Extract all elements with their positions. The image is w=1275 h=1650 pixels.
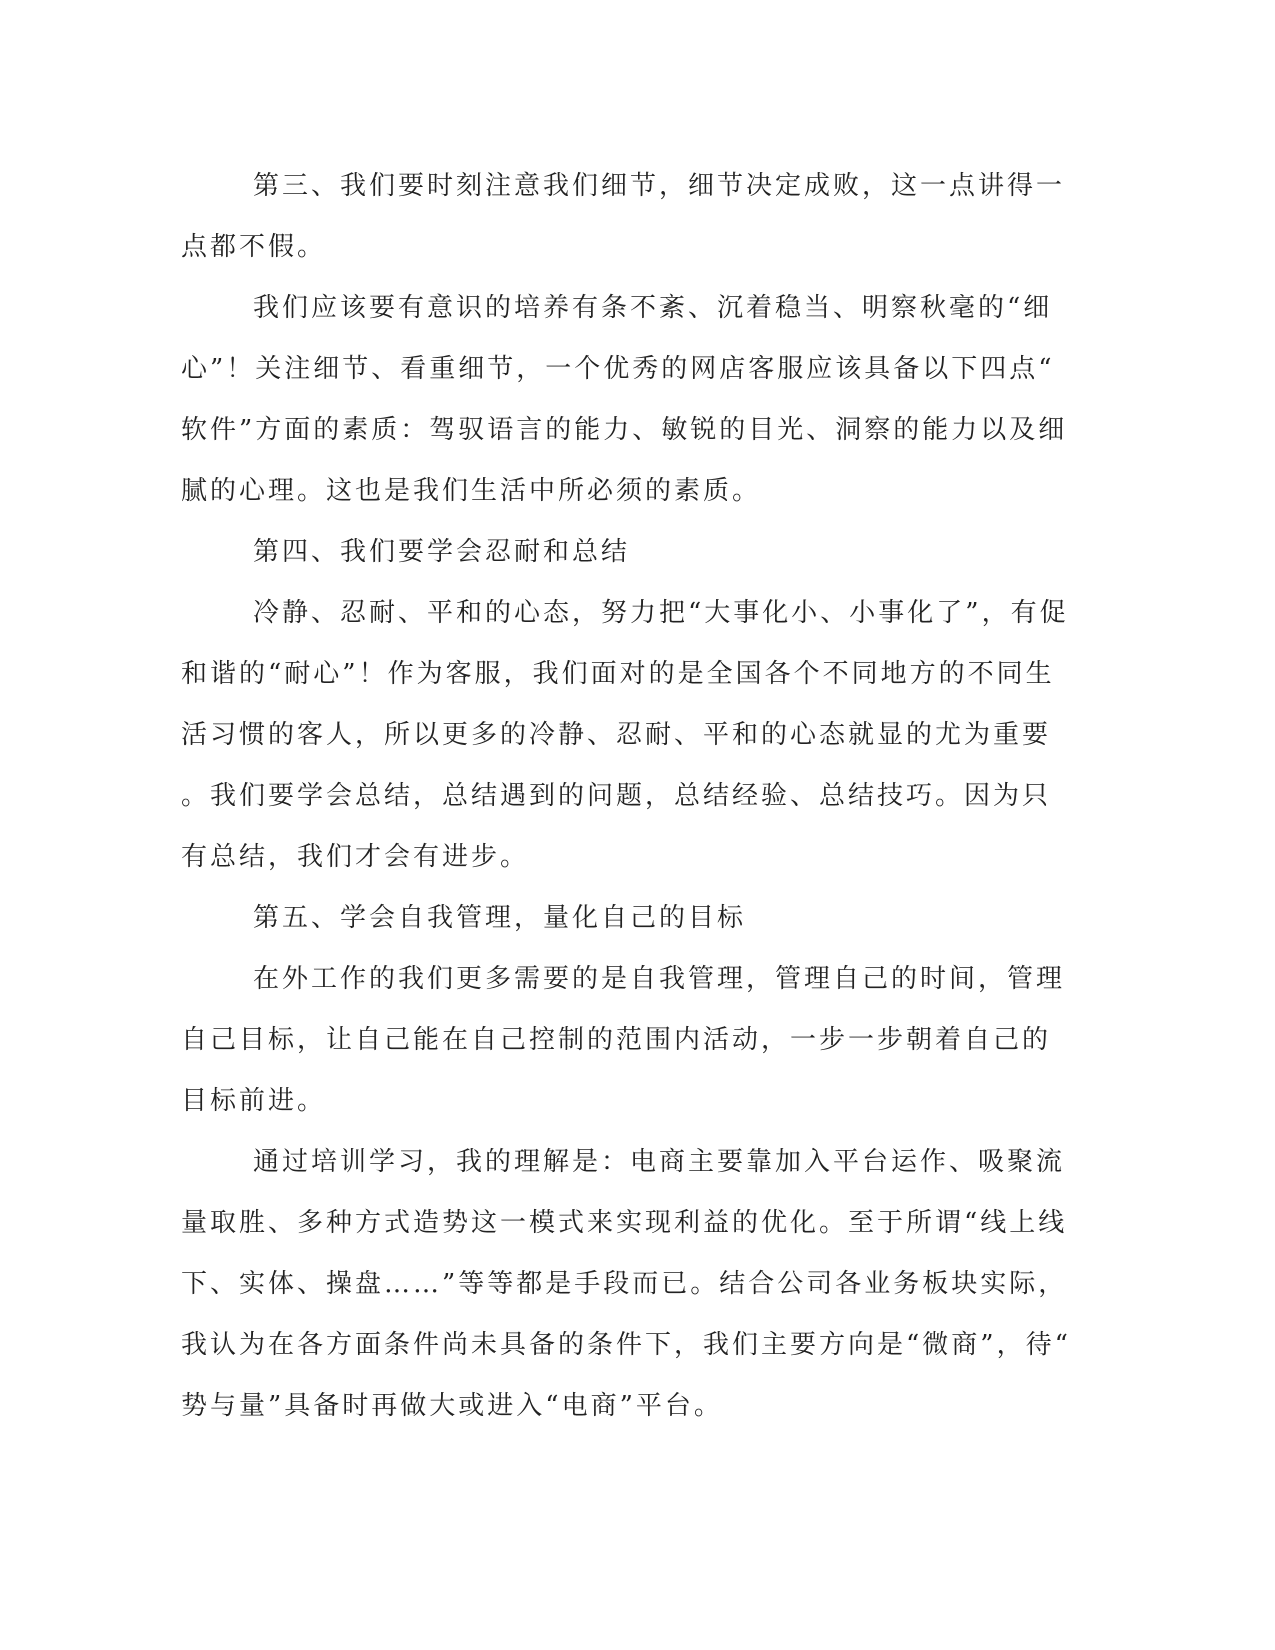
paragraph-line: 在外工作的我们更多需要的是自我管理，管理自己的时间，管理 [253, 964, 1066, 994]
paragraph-line: 腻的心理。这也是我们生活中所必须的素质。 [181, 476, 762, 506]
section-heading: 第四、我们要学会忍耐和总结 [253, 537, 631, 567]
paragraph-line: 。我们要学会总结，总结遇到的问题，总结经验、总结技巧。因为只 [181, 781, 1052, 811]
paragraph-line: 自己目标，让自己能在自己控制的范围内活动，一步一步朝着自己的 [181, 1025, 1052, 1055]
paragraph-line: 点都不假。 [181, 232, 327, 262]
paragraph-line: 和谐的“耐心”！作为客服，我们面对的是全国各个不同地方的不同生 [181, 659, 1055, 689]
paragraph-line: 量取胜、多种方式造势这一模式来实现利益的优化。至于所谓“线上线 [181, 1208, 1068, 1238]
paragraph-line: 我们应该要有意识的培养有条不紊、沉着稳当、明察秋毫的“细 [253, 293, 1053, 323]
paragraph-line: 心”！关注细节、看重细节，一个优秀的网店客服应该具备以下四点“ [181, 354, 1055, 384]
paragraph-line: 软件”方面的素质：驾驭语言的能力、敏锐的目光、洞察的能力以及细 [181, 415, 1068, 445]
paragraph-line: 势与量”具备时再做大或进入“电商”平台。 [181, 1391, 723, 1421]
paragraph-line: 通过培训学习，我的理解是：电商主要靠加入平台运作、吸聚流 [253, 1147, 1066, 1177]
paragraph-line: 冷静、忍耐、平和的心态，努力把“大事化小、小事化了”，有促 [253, 598, 1069, 628]
paragraph-line: 我认为在各方面条件尚未具备的条件下，我们主要方向是“微商”，待“ [181, 1330, 1071, 1360]
paragraph-line: 下、实体、操盘……”等等都是手段而已。结合公司各业务板块实际， [181, 1269, 1068, 1299]
paragraph-line: 第三、我们要时刻注意我们细节，细节决定成败，这一点讲得一 [253, 171, 1066, 201]
paragraph-line: 目标前进。 [181, 1086, 327, 1116]
document-body [181, 156, 1071, 1437]
section-heading: 第五、学会自我管理，量化自己的目标 [253, 903, 747, 933]
paragraph-line: 有总结，我们才会有进步。 [181, 842, 530, 872]
paragraph-line: 活习惯的客人，所以更多的冷静、忍耐、平和的心态就显的尤为重要 [181, 720, 1052, 750]
